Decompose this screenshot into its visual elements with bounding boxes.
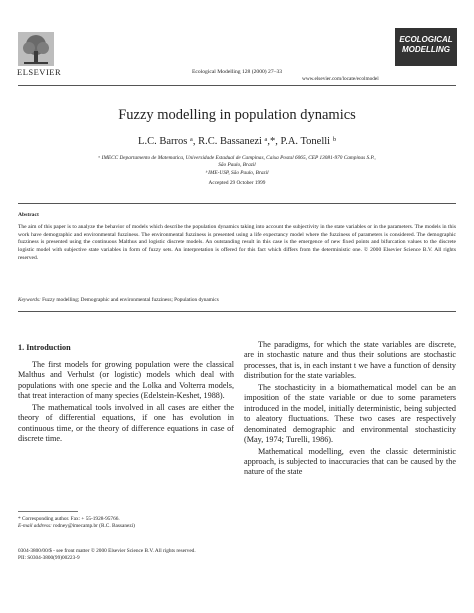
accepted-date: Accepted 29 October 1999: [208, 180, 266, 186]
header-divider: [18, 85, 456, 86]
affiliation-b: ᵇ IME-USP, São Paulo, Brazil: [205, 170, 269, 176]
left-column: [18, 360, 234, 446]
paragraph: Mathematical modelling, even the classic deterministic approach, is subjected to inaccuracies that can be caused by the nature of the state: [244, 446, 456, 477]
email-address: rodney@imecamp.br (R.C. Bassanezi): [51, 523, 135, 529]
abstract-heading: Abstract: [18, 212, 39, 218]
abstract-top-divider: [18, 203, 456, 204]
publisher-name: ELSEVIER: [17, 67, 62, 77]
footnote-corresponding-author: * Corresponding author. Fax: + 55-1928-95766.: [18, 516, 120, 522]
footnote-email: [18, 523, 234, 530]
journal-logo: [395, 28, 457, 66]
keywords-label: Keywords:: [18, 297, 41, 303]
keywords: [18, 297, 456, 303]
article-authors: L.C. Barros ᵃ, R.C. Bassanezi ᵃ,*, P.A. Tonelli ᵇ: [138, 136, 336, 147]
article-title: Fuzzy modelling in population dynamics: [118, 107, 356, 123]
footnotes: [18, 516, 234, 530]
front-matter-copyright: 0304-3800/00/$ - see front matter © 2000 Elsevier Science B.V. All rights reserved.: [18, 548, 196, 554]
paragraph: The stochasticity in a biomathematical model can be an imposition of the state variable or due to some parameters introduced in the model, initially deterministic, being subjected to aleatory fluctuations. These two cases are respectively denominated demographic and environmental stochasticity (May, 1974; Turelli, 1986).: [244, 382, 456, 445]
paragraph: The mathematical tools involved in all cases are either the theory of differential equations, if one has evolution in continuous time, or the theory of difference equations in case of discrete time.: [18, 402, 234, 444]
paragraph: The paradigms, for which the state variables are discrete, are in stochastic nature and thus their solutions are stochastic processes, that is, in each instant t we have a function of density distribution for the state variables.: [244, 340, 456, 381]
paragraph: The first models for growing population were the classical Malthus and Verhulst (or logistic) models which deal with populations with one specie and the Lolka and Volterra models, that treat interaction of many species (Edelstein-Keshet, 1988).: [18, 360, 234, 401]
elsevier-tree-logo: [18, 32, 54, 66]
abstract-bottom-divider: [18, 311, 456, 312]
front-matter-pii: PII: S0304-3800(99)00223-9: [18, 555, 80, 561]
abstract-body: The aim of this paper is to analyze the behavior of models which describe the population dynamics taking into account the subjectivity in the state variables or in the parameters. The models in this work have demographic and environmental fuzziness. The environmental fuzziness is presented using a life expectancy model where the fuzziness of parameters is considered. The demographic fuzziness is presented using the continuous Malthus and logistic discrete models. An outstanding result in this case is the emergence of new fixed points and bifurcation values to the discrete logistic model with subjective state variables in form of fuzzy sets. An interpretation is offered for this fact which differs from the deterministic one. © 2000 Elsevier Science B.V. All rights reserved.: [18, 224, 456, 261]
section-heading-introduction: 1. Introduction: [18, 343, 71, 352]
journal-citation: Ecological Modelling 128 (2000) 27–33: [191, 69, 283, 75]
journal-logo-line2: MODELLING: [402, 45, 450, 54]
email-label: E-mail address:: [18, 523, 52, 529]
right-column: [244, 340, 456, 479]
affiliation-a-line1: ᵃ IMECC Departamento de Matematica, Universidade Estadual de Campinas, Caixa Postal 6065, CEP 13081-970 Campinas S.P.,: [98, 155, 376, 161]
journal-logo-line1: ECOLOGICAL: [399, 35, 453, 44]
keywords-list: Fuzzy modelling; Demographic and environmental fuzziness; Population dynamics: [40, 297, 219, 303]
affiliation-a-line2: São Paulo, Brazil: [218, 162, 256, 168]
footnote-divider: [18, 511, 78, 512]
front-matter: [18, 548, 196, 562]
journal-url-link[interactable]: www.elsevier.com/locate/ecolmodel: [302, 76, 379, 82]
